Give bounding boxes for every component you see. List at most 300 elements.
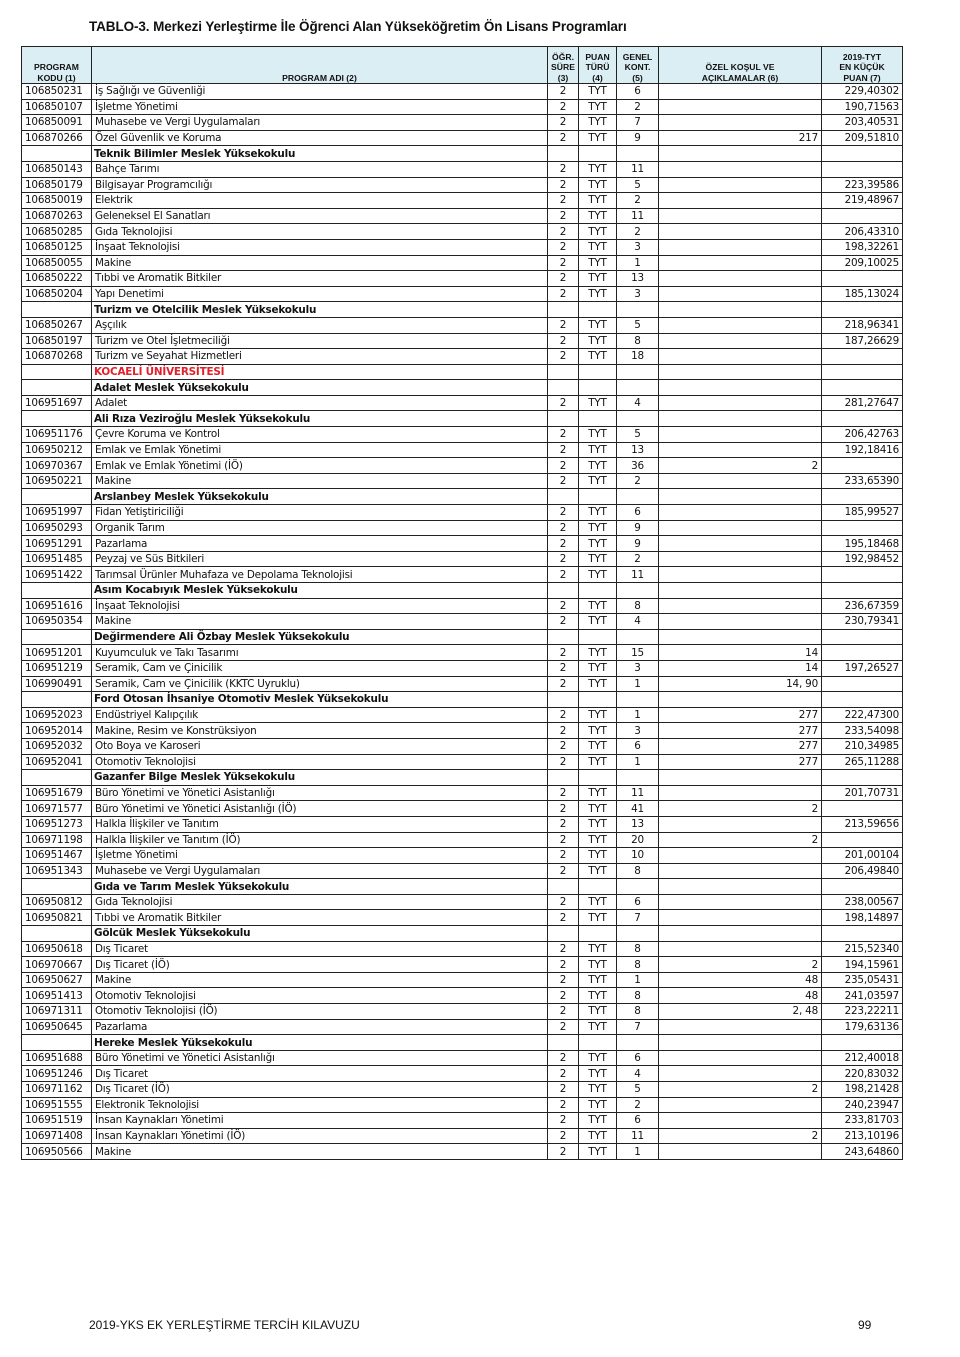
program-name-cell: Pazarlama — [92, 1019, 548, 1035]
min-score-cell: 201,00104 — [822, 848, 903, 864]
school-heading-row — [22, 146, 903, 162]
program-code-cell: 106971311 — [22, 1004, 92, 1020]
min-score-cell: 230,79341 — [822, 614, 903, 630]
program-code-cell: 106950566 — [22, 1144, 92, 1160]
program-name-cell: Muhasebe ve Vergi Uygulamaları — [92, 115, 548, 131]
score-type-cell — [579, 380, 617, 396]
table-row — [22, 239, 903, 255]
quota-cell: 11 — [617, 785, 659, 801]
quota-cell: 6 — [617, 738, 659, 754]
min-score-cell: 201,70731 — [822, 785, 903, 801]
score-type-cell: TYT — [579, 442, 617, 458]
program-code-cell — [22, 629, 92, 645]
special-conditions-cell — [659, 239, 822, 255]
program-name-cell: Organik Tarım — [92, 520, 548, 536]
duration-cell: 2 — [548, 863, 579, 879]
score-type-cell: TYT — [579, 816, 617, 832]
min-score-cell: 265,11288 — [822, 754, 903, 770]
special-conditions-cell — [659, 941, 822, 957]
program-code-cell: 106952023 — [22, 707, 92, 723]
min-score-cell: 203,40531 — [822, 115, 903, 131]
special-conditions-cell — [659, 505, 822, 521]
min-score-cell: 198,14897 — [822, 910, 903, 926]
quota-cell: 8 — [617, 333, 659, 349]
score-type-cell — [579, 770, 617, 786]
header-line: SÜRE — [551, 62, 575, 72]
score-type-cell: TYT — [579, 723, 617, 739]
program-code-cell: 106850204 — [22, 286, 92, 302]
program-code-cell: 106951176 — [22, 427, 92, 443]
special-conditions-cell: 277 — [659, 754, 822, 770]
score-type-cell: TYT — [579, 458, 617, 474]
score-type-cell: TYT — [579, 863, 617, 879]
program-code-cell: 106970667 — [22, 957, 92, 973]
program-code-cell: 106870268 — [22, 349, 92, 365]
special-conditions-cell — [659, 1113, 822, 1129]
table-row — [22, 1082, 903, 1098]
program-name-cell: Ali Rıza Veziroğlu Meslek Yüksekokulu — [92, 411, 548, 427]
score-type-cell — [579, 302, 617, 318]
score-type-cell — [579, 926, 617, 942]
score-type-cell — [579, 629, 617, 645]
program-name-cell: Makine, Resim ve Konstrüksiyon — [92, 723, 548, 739]
score-type-cell: TYT — [579, 754, 617, 770]
score-type-cell — [579, 879, 617, 895]
quota-cell: 7 — [617, 115, 659, 131]
duration-cell: 2 — [548, 505, 579, 521]
program-name-cell: Tıbbi ve Aromatik Bitkiler — [92, 271, 548, 287]
school-heading-row — [22, 629, 903, 645]
program-name-cell: Elektrik — [92, 193, 548, 209]
table-row — [22, 567, 903, 583]
program-name-cell: İşletme Yönetimi — [92, 848, 548, 864]
special-conditions-cell — [659, 489, 822, 505]
quota-cell: 5 — [617, 317, 659, 333]
table-row — [22, 177, 903, 193]
duration-cell: 2 — [548, 99, 579, 115]
duration-cell — [548, 411, 579, 427]
special-conditions-cell — [659, 910, 822, 926]
table-row — [22, 99, 903, 115]
table-row — [22, 1144, 903, 1160]
program-code-cell: 106951413 — [22, 988, 92, 1004]
school-heading-row — [22, 583, 903, 599]
quota-cell: 11 — [617, 1128, 659, 1144]
programs-table — [21, 46, 903, 1160]
min-score-cell: 192,18416 — [822, 442, 903, 458]
quota-cell: 2 — [617, 193, 659, 209]
duration-cell: 2 — [548, 442, 579, 458]
quota-cell: 13 — [617, 442, 659, 458]
footer-guide-title: 2019-YKS EK YERLEŞTİRME TERCİH KILAVUZU — [89, 1318, 360, 1332]
program-name-cell: İnşaat Teknolojisi — [92, 239, 548, 255]
table-row — [22, 723, 903, 739]
duration-cell: 2 — [548, 567, 579, 583]
program-name-cell: Elektronik Teknolojisi — [92, 1097, 548, 1113]
program-code-cell: 106850107 — [22, 99, 92, 115]
duration-cell: 2 — [548, 1004, 579, 1020]
quota-cell: 2 — [617, 224, 659, 240]
score-type-cell: TYT — [579, 177, 617, 193]
university-heading-row — [22, 364, 903, 380]
program-code-cell: 106950354 — [22, 614, 92, 630]
special-conditions-cell — [659, 208, 822, 224]
special-conditions-cell — [659, 770, 822, 786]
min-score-cell: 195,18468 — [822, 536, 903, 552]
quota-cell: 3 — [617, 660, 659, 676]
min-score-cell: 223,22211 — [822, 1004, 903, 1020]
duration-cell: 2 — [548, 1128, 579, 1144]
table-row — [22, 442, 903, 458]
duration-cell: 2 — [548, 754, 579, 770]
table-row — [22, 130, 903, 146]
quota-cell: 6 — [617, 894, 659, 910]
score-type-cell: TYT — [579, 832, 617, 848]
header-line: (5) — [632, 72, 643, 83]
score-type-cell — [579, 583, 617, 599]
program-code-cell: 106951555 — [22, 1097, 92, 1113]
program-code-cell: 106951997 — [22, 505, 92, 521]
quota-cell — [617, 411, 659, 427]
program-name-cell: Otomotiv Teknolojisi (İÖ) — [92, 1004, 548, 1020]
program-code-cell: 106951291 — [22, 536, 92, 552]
quota-cell: 8 — [617, 941, 659, 957]
program-code-cell: 106950221 — [22, 473, 92, 489]
program-name-cell: Dış Ticaret (İÖ) — [92, 1082, 548, 1098]
score-type-cell: TYT — [579, 317, 617, 333]
quota-cell: 3 — [617, 286, 659, 302]
program-name-cell: Gazanfer Bilge Meslek Yüksekokulu — [92, 770, 548, 786]
school-heading-row — [22, 692, 903, 708]
program-name-cell: İş Sağlığı ve Güvenliği — [92, 84, 548, 100]
score-type-cell: TYT — [579, 785, 617, 801]
score-type-cell: TYT — [579, 395, 617, 411]
special-conditions-cell — [659, 520, 822, 536]
program-code-cell — [22, 1035, 92, 1051]
duration-cell: 2 — [548, 738, 579, 754]
program-name-cell: Hereke Meslek Yüksekokulu — [92, 1035, 548, 1051]
special-conditions-cell — [659, 317, 822, 333]
quota-cell: 1 — [617, 707, 659, 723]
program-code-cell: 106850197 — [22, 333, 92, 349]
school-heading-row — [22, 770, 903, 786]
special-conditions-cell — [659, 473, 822, 489]
program-name-cell: Otomotiv Teknolojisi — [92, 988, 548, 1004]
table-row — [22, 473, 903, 489]
program-code-cell: 106950821 — [22, 910, 92, 926]
quota-cell: 8 — [617, 988, 659, 1004]
min-score-cell: 206,42763 — [822, 427, 903, 443]
min-score-cell: 241,03597 — [822, 988, 903, 1004]
program-name-cell: Endüstriyel Kalıpçılık — [92, 707, 548, 723]
quota-cell: 11 — [617, 567, 659, 583]
table-body — [22, 84, 903, 1160]
duration-cell: 2 — [548, 1066, 579, 1082]
duration-cell: 2 — [548, 1097, 579, 1113]
school-heading-row — [22, 489, 903, 505]
program-code-cell — [22, 879, 92, 895]
quota-cell: 1 — [617, 1144, 659, 1160]
program-code-cell — [22, 770, 92, 786]
quota-cell: 36 — [617, 458, 659, 474]
quota-cell: 6 — [617, 505, 659, 521]
duration-cell: 2 — [548, 785, 579, 801]
program-name-cell: Halkla İlişkiler ve Tanıtım — [92, 816, 548, 832]
special-conditions-cell — [659, 1019, 822, 1035]
school-heading-row — [22, 879, 903, 895]
score-type-cell: TYT — [579, 676, 617, 692]
duration-cell — [548, 583, 579, 599]
quota-cell: 13 — [617, 816, 659, 832]
score-type-cell: TYT — [579, 1004, 617, 1020]
special-conditions-cell — [659, 99, 822, 115]
program-code-cell: 106950293 — [22, 520, 92, 536]
program-name-cell: Dış Ticaret — [92, 941, 548, 957]
min-score-cell: 213,10196 — [822, 1128, 903, 1144]
min-score-cell: 206,43310 — [822, 224, 903, 240]
program-code-cell: 106971577 — [22, 801, 92, 817]
duration-cell: 2 — [548, 349, 579, 365]
min-score-cell: 179,63136 — [822, 1019, 903, 1035]
quota-cell — [617, 879, 659, 895]
duration-cell: 2 — [548, 614, 579, 630]
score-type-cell: TYT — [579, 130, 617, 146]
header-line: KODU (1) — [37, 72, 76, 83]
score-type-cell: TYT — [579, 161, 617, 177]
duration-cell — [548, 692, 579, 708]
program-code-cell — [22, 692, 92, 708]
quota-cell: 1 — [617, 754, 659, 770]
table-row — [22, 676, 903, 692]
program-code-cell: 106951679 — [22, 785, 92, 801]
quota-cell: 6 — [617, 1113, 659, 1129]
quota-cell — [617, 583, 659, 599]
program-name-cell: Ford Otosan İhsaniye Otomotiv Meslek Yüksekokulu — [92, 692, 548, 708]
program-code-cell — [22, 926, 92, 942]
header-line: ÖZEL KOŞUL VE — [705, 62, 775, 72]
duration-cell: 2 — [548, 224, 579, 240]
quota-cell: 3 — [617, 239, 659, 255]
table-row — [22, 801, 903, 817]
program-name-cell: Peyzaj ve Süs Bitkileri — [92, 551, 548, 567]
quota-cell: 7 — [617, 910, 659, 926]
min-score-cell: 187,26629 — [822, 333, 903, 349]
program-name-cell: Çevre Koruma ve Kontrol — [92, 427, 548, 443]
special-conditions-cell: 14 — [659, 645, 822, 661]
table-row — [22, 910, 903, 926]
min-score-cell — [822, 208, 903, 224]
school-heading-row — [22, 1035, 903, 1051]
quota-cell: 6 — [617, 1050, 659, 1066]
score-type-cell: TYT — [579, 1144, 617, 1160]
program-name-cell: Makine — [92, 1144, 548, 1160]
table-row — [22, 520, 903, 536]
quota-cell: 1 — [617, 255, 659, 271]
program-name-cell: Kuyumculuk ve Takı Tasarımı — [92, 645, 548, 661]
quota-cell — [617, 380, 659, 396]
quota-cell: 1 — [617, 972, 659, 988]
table-row — [22, 957, 903, 973]
min-score-cell — [822, 645, 903, 661]
table-row — [22, 738, 903, 754]
min-score-cell — [822, 801, 903, 817]
table-row — [22, 941, 903, 957]
special-conditions-cell — [659, 255, 822, 271]
score-type-cell: TYT — [579, 551, 617, 567]
quota-cell: 8 — [617, 1004, 659, 1020]
quota-cell — [617, 302, 659, 318]
header-line: KONT. — [624, 62, 651, 72]
program-code-cell: 106850091 — [22, 115, 92, 131]
header-min-score — [822, 47, 903, 84]
score-type-cell: TYT — [579, 598, 617, 614]
program-name-cell: İnsan Kaynakları Yönetimi (İÖ) — [92, 1128, 548, 1144]
min-score-cell — [822, 629, 903, 645]
program-name-cell: Gıda ve Tarım Meslek Yüksekokulu — [92, 879, 548, 895]
duration-cell: 2 — [548, 84, 579, 100]
table-row — [22, 271, 903, 287]
special-conditions-cell — [659, 629, 822, 645]
score-type-cell: TYT — [579, 1050, 617, 1066]
special-conditions-cell — [659, 551, 822, 567]
min-score-cell: 210,34985 — [822, 738, 903, 754]
program-name-cell: Turizm ve Seyahat Hizmetleri — [92, 349, 548, 365]
program-name-cell: Makine — [92, 255, 548, 271]
min-score-cell: 233,81703 — [822, 1113, 903, 1129]
score-type-cell: TYT — [579, 255, 617, 271]
duration-cell: 2 — [548, 536, 579, 552]
special-conditions-cell: 2 — [659, 458, 822, 474]
program-name-cell: İnsan Kaynakları Yönetimi — [92, 1113, 548, 1129]
quota-cell: 6 — [617, 84, 659, 100]
score-type-cell: TYT — [579, 848, 617, 864]
score-type-cell: TYT — [579, 660, 617, 676]
program-code-cell — [22, 364, 92, 380]
header-line: 2019-TYT — [842, 51, 882, 62]
program-code-cell: 106971408 — [22, 1128, 92, 1144]
program-code-cell: 106951201 — [22, 645, 92, 661]
program-name-cell: Fidan Yetiştiriciliği — [92, 505, 548, 521]
min-score-cell — [822, 1035, 903, 1051]
header-line: EN KÜÇÜK — [839, 62, 885, 72]
score-type-cell: TYT — [579, 536, 617, 552]
program-name-cell: Muhasebe ve Vergi Uygulamaları — [92, 863, 548, 879]
min-score-cell — [822, 520, 903, 536]
min-score-cell — [822, 832, 903, 848]
quota-cell — [617, 146, 659, 162]
program-code-cell: 106951467 — [22, 848, 92, 864]
min-score-cell — [822, 161, 903, 177]
score-type-cell: TYT — [579, 99, 617, 115]
table-row — [22, 645, 903, 661]
table-row — [22, 224, 903, 240]
program-name-cell: Emlak ve Emlak Yönetimi — [92, 442, 548, 458]
program-code-cell: 106850222 — [22, 271, 92, 287]
duration-cell: 2 — [548, 177, 579, 193]
table-row — [22, 1050, 903, 1066]
duration-cell: 2 — [548, 1082, 579, 1098]
header-line: AÇIKLAMALAR (6) — [701, 72, 779, 83]
special-conditions-cell — [659, 1097, 822, 1113]
program-code-cell: 106971162 — [22, 1082, 92, 1098]
special-conditions-cell — [659, 583, 822, 599]
quota-cell: 20 — [617, 832, 659, 848]
min-score-cell: 218,96341 — [822, 317, 903, 333]
duration-cell: 2 — [548, 660, 579, 676]
min-score-cell: 190,71563 — [822, 99, 903, 115]
program-name-cell: Yapı Denetimi — [92, 286, 548, 302]
table-row — [22, 333, 903, 349]
duration-cell — [548, 302, 579, 318]
special-conditions-cell — [659, 1144, 822, 1160]
score-type-cell — [579, 692, 617, 708]
score-type-cell: TYT — [579, 1066, 617, 1082]
program-name-cell: Gıda Teknolojisi — [92, 894, 548, 910]
program-code-cell: 106850143 — [22, 161, 92, 177]
special-conditions-cell: 2 — [659, 1082, 822, 1098]
score-type-cell: TYT — [579, 239, 617, 255]
min-score-cell: 198,32261 — [822, 239, 903, 255]
quota-cell — [617, 770, 659, 786]
table-row — [22, 1019, 903, 1035]
min-score-cell — [822, 567, 903, 583]
special-conditions-cell — [659, 193, 822, 209]
program-name-cell: Turizm ve Otel İşletmeciliği — [92, 333, 548, 349]
min-score-cell: 185,99527 — [822, 505, 903, 521]
table-row — [22, 894, 903, 910]
min-score-cell — [822, 364, 903, 380]
quota-cell — [617, 1035, 659, 1051]
program-code-cell: 106970367 — [22, 458, 92, 474]
special-conditions-cell — [659, 1066, 822, 1082]
duration-cell — [548, 1035, 579, 1051]
quota-cell — [617, 364, 659, 380]
program-code-cell: 106951616 — [22, 598, 92, 614]
duration-cell: 2 — [548, 1019, 579, 1035]
table-row — [22, 395, 903, 411]
quota-cell — [617, 692, 659, 708]
quota-cell: 3 — [617, 723, 659, 739]
special-conditions-cell — [659, 848, 822, 864]
program-name-cell: İnşaat Teknolojisi — [92, 598, 548, 614]
score-type-cell: TYT — [579, 473, 617, 489]
header-line: GENEL — [622, 51, 653, 62]
min-score-cell: 236,67359 — [822, 598, 903, 614]
score-type-cell: TYT — [579, 1128, 617, 1144]
quota-cell: 4 — [617, 614, 659, 630]
special-conditions-cell — [659, 567, 822, 583]
quota-cell — [617, 629, 659, 645]
min-score-cell: 206,49840 — [822, 863, 903, 879]
table-row — [22, 84, 903, 100]
program-code-cell: 106952032 — [22, 738, 92, 754]
min-score-cell — [822, 349, 903, 365]
table-row — [22, 536, 903, 552]
table-row — [22, 972, 903, 988]
table-row — [22, 115, 903, 131]
duration-cell: 2 — [548, 427, 579, 443]
special-conditions-cell — [659, 271, 822, 287]
special-conditions-cell: 2 — [659, 801, 822, 817]
program-name-cell: Büro Yönetimi ve Yönetici Asistanlığı (İÖ) — [92, 801, 548, 817]
special-conditions-cell: 2 — [659, 1128, 822, 1144]
special-conditions-cell — [659, 598, 822, 614]
program-name-cell: Oto Boya ve Karoseri — [92, 738, 548, 754]
quota-cell: 8 — [617, 598, 659, 614]
special-conditions-cell — [659, 863, 822, 879]
min-score-cell: 209,10025 — [822, 255, 903, 271]
special-conditions-cell: 14 — [659, 660, 822, 676]
